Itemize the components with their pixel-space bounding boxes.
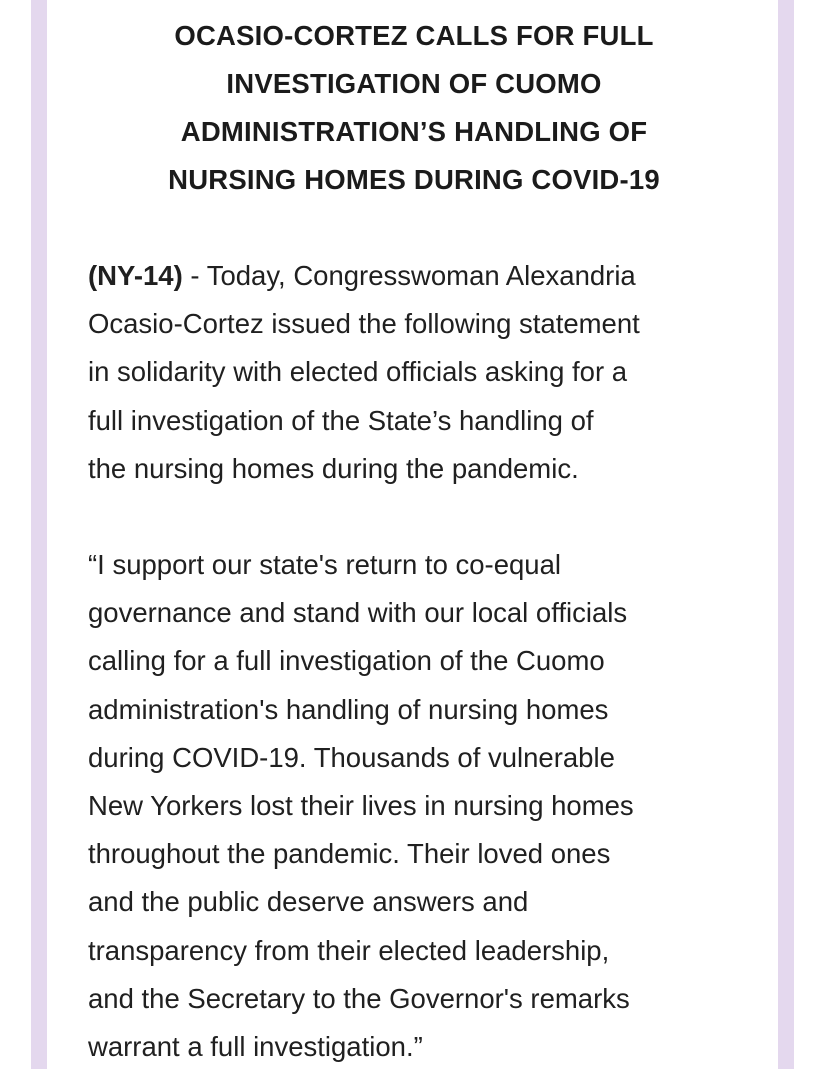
statement-paragraph: [88, 541, 740, 1071]
statement-line: and the Secretary to the Governor's remarks: [88, 982, 630, 1014]
intro-line-rest: - Today, Congresswoman Alexandria: [182, 260, 636, 291]
intro-line: the nursing homes during the pandemic.: [88, 452, 579, 484]
statement-line: throughout the pandemic. Their loved ones: [88, 838, 611, 870]
statement-line: New Yorkers lost their lives in nursing homes: [88, 790, 634, 822]
headline-line: NURSING HOMES DURING COVID-19: [168, 164, 660, 195]
left-border-stripe: [31, 0, 47, 1069]
headline-line: ADMINISTRATION’S HANDLING OF: [180, 116, 648, 147]
statement-line: administration's handling of nursing homes: [88, 693, 609, 725]
intro-line: Ocasio-Cortez issued the following statement: [88, 308, 640, 340]
statement-line: “I support our state's return to co-equal: [88, 549, 561, 581]
press-release-content: [88, 12, 740, 1071]
dateline: (NY-14): [88, 260, 183, 291]
statement-line: and the public deserve answers and: [88, 886, 529, 918]
intro-line: [88, 252, 740, 300]
statement-line: governance and stand with our local officials: [88, 597, 628, 629]
statement-line: transparency from their elected leadership,: [88, 934, 610, 966]
statement-line: warrant a full investigation.”: [88, 1031, 423, 1063]
intro-paragraph: [88, 252, 740, 493]
statement-line: calling for a full investigation of the Cuomo: [88, 645, 605, 677]
right-border-stripe: [778, 0, 794, 1069]
intro-line: in solidarity with elected officials asking for a: [88, 356, 628, 388]
intro-line: full investigation of the State’s handling of: [88, 404, 594, 436]
headline-line: INVESTIGATION OF CUOMO: [226, 68, 602, 99]
statement-line: during COVID-19. Thousands of vulnerable: [88, 741, 615, 773]
headline: [88, 12, 740, 204]
headline-line: OCASIO-CORTEZ CALLS FOR FULL: [174, 20, 654, 51]
